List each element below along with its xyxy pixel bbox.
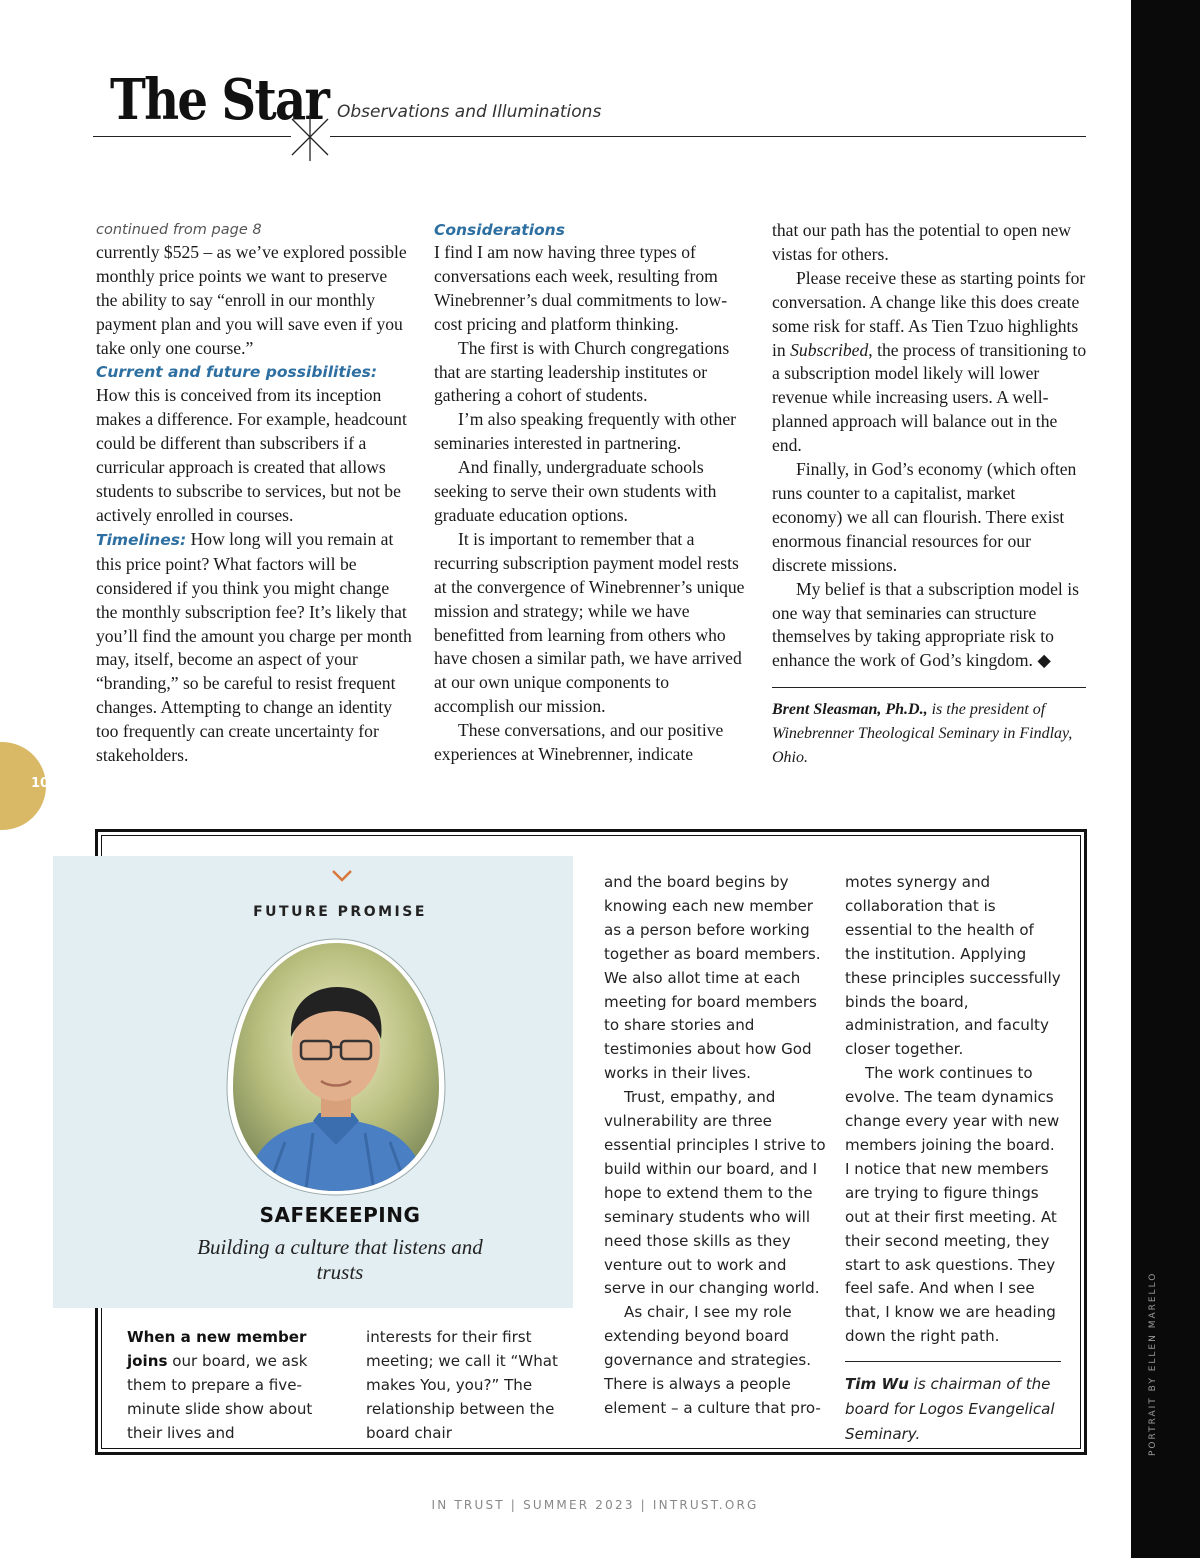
- paragraph: [96, 528, 412, 768]
- article-column-2: [434, 219, 750, 767]
- author-rule: [772, 687, 1086, 688]
- author-bio-text: is chairman of the board for Logos Evangelical Seminary.: [845, 1375, 1055, 1444]
- paragraph: [127, 1326, 349, 1446]
- paragraph: These conversations, and our positive experiences at Winebrenner, indicate: [434, 720, 724, 765]
- paragraph: and the board begins by knowing each new member as a person before working together as board members. We also allot time at each meeting for board members to share stories and testimonies about how God works in their lives.: [604, 873, 821, 1083]
- sidebar-label: FUTURE PROMISE: [253, 904, 427, 920]
- right-edge-bar: [1131, 0, 1200, 1558]
- paragraph: And finally, undergraduate schools seeking to serve their own students with graduate education options.: [434, 457, 717, 525]
- article-column-1: [96, 219, 412, 768]
- author-bio-text: is the president of Winebrenner Theological Seminary in Findlay, Ohio.: [772, 701, 1073, 767]
- author-rule: [845, 1361, 1061, 1362]
- header-rule: [330, 136, 1086, 137]
- page-footer: IN TRUST | SUMMER 2023 | INTRUST.ORG: [431, 1498, 759, 1512]
- sidebar-title: SAFEKEEPING: [259, 1203, 421, 1227]
- sidebar-column-2: [366, 1326, 588, 1446]
- page-number: 10: [30, 776, 50, 791]
- sidebar-column-4: [845, 871, 1063, 1447]
- header-rule: [93, 136, 291, 137]
- author-bio: [772, 698, 1088, 770]
- paragraph-text: My belief is that a subscription model is one way that seminaries can structure themselves by taking appropriate risk to enhance the work of God’s kingdom.: [772, 578, 1079, 671]
- paragraph: currently $525 – as we’ve explored possible monthly price points we want to preserve the ability to say “enroll in our monthly payment plan and you will save even if you take only one course.”: [96, 242, 407, 358]
- article-column-3: [772, 219, 1088, 770]
- sidebar-column-3: [604, 871, 830, 1421]
- paragraph-text: Please receive these as starting points for conversation. A change like this does create some risk for staff. As Tien Tzuo highlights in: [772, 267, 1086, 360]
- star-icon: [288, 113, 332, 161]
- sidebar-column-1: [127, 1326, 349, 1446]
- lead-in: When a new member joins: [127, 1328, 307, 1370]
- end-mark-icon: ◆: [1037, 650, 1051, 671]
- continued-label: continued from page 8: [96, 222, 262, 238]
- chevron-down-icon: [330, 866, 354, 886]
- section-subtitle: Observations and Illuminations: [337, 102, 602, 122]
- paragraph-text: , the process of transitioning to a subscription model likely will lower revenue while increasing users. A well-planned approach will balance out in the end.: [772, 339, 1087, 456]
- portrait-image: [225, 937, 447, 1197]
- paragraph: Finally, in God’s economy (which often runs counter to a capitalist, market economy) we all can flourish. There exist enormous financial resources for our discrete missions.: [772, 459, 1077, 575]
- paragraph: [772, 267, 1088, 458]
- paragraph: How this is conceived from its inception makes a difference. For example, headcount could be different than subscribers if a curricular approach is created that allows students to subscribe to services, but not be actively enrolled in courses.: [96, 385, 407, 525]
- book-title: Subscribed: [790, 339, 869, 360]
- paragraph: interests for their first meeting; we call it “What makes You, you?” The relationship between the board chair: [366, 1328, 558, 1442]
- paragraph: I find I am now having three types of conversations each week, resulting from Winebrenner’s dual commitments to low-cost pricing and platform thinking.: [434, 242, 728, 334]
- paragraph: that our path has the potential to open new vistas for others.: [772, 220, 1072, 264]
- author-name: Brent Sleasman, Ph.D.,: [772, 701, 928, 719]
- author-name: Tim Wu: [845, 1375, 909, 1394]
- subheading: Current and future possibilities:: [96, 362, 378, 381]
- photo-credit: PORTRAIT BY ELLEN MARELLO: [1148, 1271, 1158, 1456]
- paragraph: [772, 578, 1088, 674]
- paragraph: I’m also speaking frequently with other seminaries interested in partnering.: [434, 409, 737, 454]
- sidebar-author-bio: [845, 1372, 1063, 1447]
- subheading: Timelines:: [96, 530, 187, 549]
- paragraph-text: How long will you remain at this price point? What factors will be considered if you think you might change the monthly subscription fee? It’s likely that you’ll find the amount you charge per month may, itself, become an aspect of your “branding,” so be careful to resist frequent changes. Attempting to change an identity too frequently can create uncertainty for stakeholders.: [96, 528, 412, 766]
- paragraph: motes synergy and collaboration that is essential to the health of the institution. Applying these principles successfully binds the board, administration, and faculty closer together.: [845, 873, 1061, 1059]
- sidebar-subtitle: Building a culture that listens and trusts: [197, 1235, 483, 1284]
- paragraph: The first is with Church congregations that are starting leadership institutes or gathering a cohort of students.: [434, 337, 730, 406]
- paragraph: The work continues to evolve. The team dynamics change every year with new members joining the board. I notice that new members are trying to figure things out at their first meeting. At their second meeting, they start to ask questions. They feel safe. And when I see that, I know we are heading down the right path.: [845, 1064, 1060, 1346]
- paragraph: As chair, I see my role extending beyond board governance and strategies. There is always a people element – a culture that pro-: [604, 1303, 821, 1417]
- paragraph: It is important to remember that a recurring subscription payment model rests at the convergence of Winebrenner’s unique mission and strategy; while we have benefitted from learning from others who have chosen a similar path, we have arrived at our own unique components to accomplish our mission.: [434, 528, 745, 717]
- section-title: The Star: [110, 67, 329, 133]
- subheading: Considerations: [434, 221, 565, 239]
- paragraph: Trust, empathy, and vulnerability are three essential principles I strive to build within our board, and I hope to extend them to the seminary students who will need those skills as they venture out to work and serve in our changing world.: [604, 1088, 826, 1298]
- paragraph-text: our board, we ask them to prepare a five-minute slide show about their lives and: [127, 1351, 313, 1442]
